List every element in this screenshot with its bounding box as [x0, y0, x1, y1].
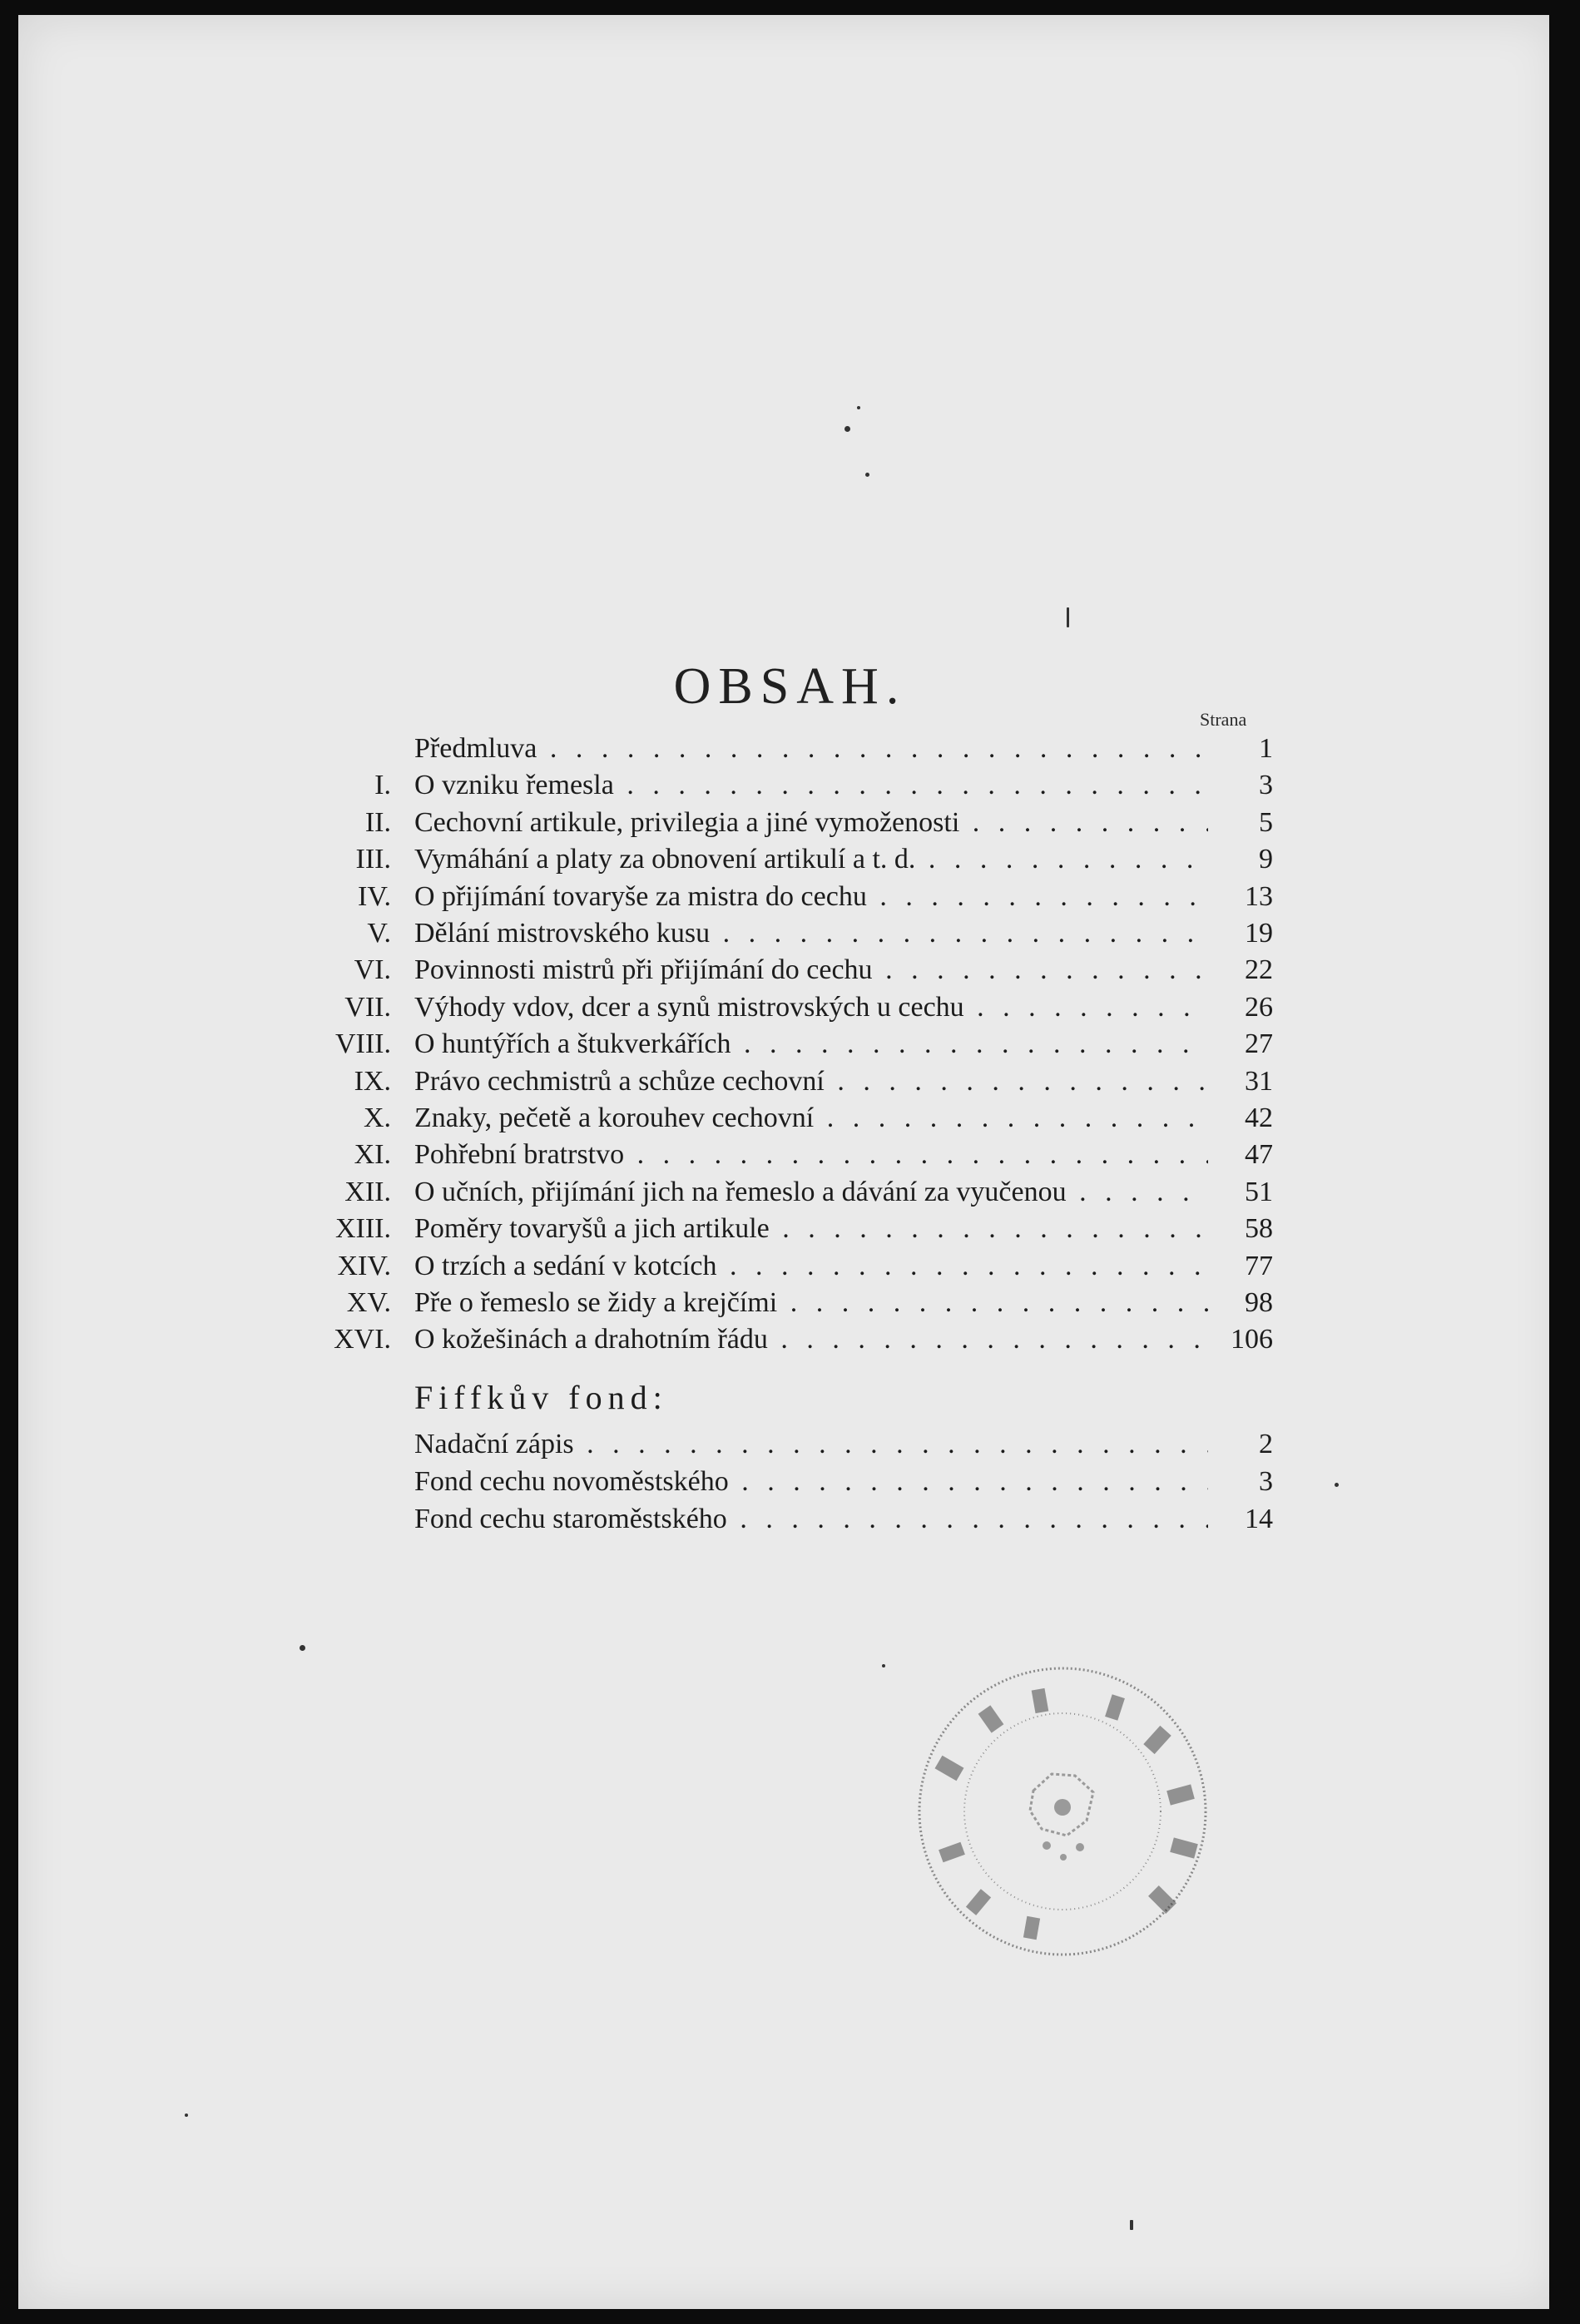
scan-speck: [844, 426, 850, 432]
toc-entry-number: IV.: [358, 880, 391, 912]
toc-entry-number: XI.: [354, 1139, 391, 1171]
toc-entry-title: Poměry tovaryšů a jich artikule . . .: [414, 1211, 1208, 1247]
toc-entry: [283, 841, 1273, 878]
toc-entry-title: Pohřební bratrstvo . . .: [414, 1137, 1208, 1173]
toc-entry-number: III.: [355, 844, 391, 875]
section-entry-page: 14: [1245, 1504, 1273, 1534]
toc-entry-number: IX.: [354, 1065, 391, 1097]
toc-entry-number: I.: [374, 770, 391, 801]
scan-edge: [1549, 0, 1580, 2324]
toc-entry-page: 42: [1245, 1103, 1273, 1133]
toc-entry: [283, 1211, 1273, 1247]
toc-entry-page: 27: [1245, 1028, 1273, 1060]
toc-entry-page: 22: [1245, 954, 1273, 986]
section-entry: [283, 1501, 1273, 1538]
scan-speck: [1130, 2220, 1133, 2230]
section-heading: Fiffkův fond:: [414, 1379, 668, 1416]
toc-entry-number: V.: [367, 918, 391, 949]
toc-entry-number: II.: [364, 806, 391, 838]
toc-entry-title: Cechovní artikule, privilegia a jiné vymoženosti . . .: [414, 805, 1208, 841]
section-entry: [283, 1464, 1273, 1500]
toc-entry-number: X.: [363, 1103, 391, 1133]
section-entry: [283, 1426, 1273, 1463]
toc-entry-page: 77: [1245, 1250, 1273, 1281]
toc-entry-title: Předmluva . . .: [414, 731, 1208, 767]
section-entry-page: 3: [1259, 1466, 1273, 1497]
library-seal-stamp-icon: [909, 1658, 1216, 1965]
toc-entry-number: XIV.: [337, 1250, 391, 1281]
toc-entry-page: 19: [1245, 918, 1273, 949]
toc-entry: [283, 805, 1273, 841]
toc-entry: [283, 767, 1273, 804]
toc-entry-title: Pře o řemeslo se židy a krejčími . . .: [414, 1285, 1208, 1321]
toc-entry: [283, 1174, 1273, 1211]
scan-speck: [1335, 1483, 1339, 1487]
section-entry-title: Nadační zápis . . .: [414, 1426, 1208, 1463]
toc-entry-page: 47: [1245, 1139, 1273, 1171]
toc-entry-title: Vymáhání a platy za obnovení artikulí a t. d. . . .: [414, 841, 1208, 878]
toc-entry-number: XV.: [346, 1287, 391, 1318]
toc-entry-number: VII.: [344, 991, 391, 1023]
toc-entry-page: 31: [1245, 1065, 1273, 1097]
section-entry-title: Fond cechu staroměstského . . .: [414, 1501, 1208, 1538]
toc-entry: [283, 1100, 1273, 1137]
scan-speck: [865, 473, 869, 477]
toc-entry-title: Povinnosti mistrů při přijímání do cechu . . .: [414, 952, 1208, 989]
scan-speck: [185, 2113, 188, 2117]
toc-entry-title: Dělání mistrovského kusu . . .: [414, 915, 1208, 952]
section-entry-title: Fond cechu novoměstského . . .: [414, 1464, 1208, 1500]
toc-entry-title: O huntýřích a štukverkářích . . .: [414, 1026, 1208, 1063]
scan-speck: [882, 1664, 885, 1667]
scan-speck: [300, 1645, 305, 1651]
toc-entry-title: O vzniku řemesla . . .: [414, 767, 1208, 804]
toc-entry-number: XVI.: [334, 1324, 391, 1355]
toc-entry-number: XIII.: [334, 1213, 391, 1245]
scan-speck: [857, 406, 860, 409]
toc-entry-number: VIII.: [334, 1028, 391, 1060]
toc-entry: [283, 952, 1273, 989]
toc-entry-page: 5: [1259, 806, 1273, 838]
toc-entry: [283, 1321, 1273, 1358]
page-column-label: Strana: [1200, 709, 1247, 730]
toc-entry-page: 58: [1245, 1213, 1273, 1245]
toc-entry-number: VI.: [354, 954, 391, 986]
toc-entry-page: 98: [1245, 1287, 1273, 1318]
toc-entry: [283, 1063, 1273, 1100]
toc-entry-page: 1: [1259, 733, 1273, 764]
toc-entry-title: O trzích a sedání v kotcích . . .: [414, 1248, 1208, 1285]
toc-entry-page: 13: [1245, 880, 1273, 912]
toc-entry-page: 106: [1231, 1324, 1273, 1355]
toc-entry: [283, 915, 1273, 952]
toc-entry-title: O přijímání tovaryše za mistra do cechu . . .: [414, 879, 1208, 915]
toc-entry-number: XII.: [344, 1176, 391, 1207]
toc-entry: [283, 1137, 1273, 1173]
toc-entry-page: 3: [1259, 770, 1273, 801]
toc-entry-title: Znaky, pečetě a korouhev cechovní . . .: [414, 1100, 1208, 1137]
toc-entry: [283, 989, 1273, 1026]
toc-entry: [283, 879, 1273, 915]
toc-entry: [283, 1026, 1273, 1063]
toc-entry-title: O kožešinách a drahotním řádu . . .: [414, 1321, 1208, 1358]
section-entry-page: 2: [1259, 1429, 1273, 1459]
scan-speck: [1067, 607, 1069, 627]
toc-entry-page: 26: [1245, 991, 1273, 1023]
toc-entry: [283, 1248, 1273, 1285]
toc-entry-page: 51: [1245, 1176, 1273, 1207]
toc-entry: [283, 1285, 1273, 1321]
toc-entry-page: 9: [1259, 844, 1273, 875]
toc-entry-title: O učních, přijímání jich na řemeslo a dávání za vyučenou . . .: [414, 1174, 1208, 1211]
toc-entry: [283, 731, 1273, 767]
page-title: OBSAH.: [673, 657, 907, 715]
toc-entry-title: Výhody vdov, dcer a synů mistrovských u cechu . . .: [414, 989, 1208, 1026]
toc-entry-title: Právo cechmistrů a schůze cechovní . . .: [414, 1063, 1208, 1100]
